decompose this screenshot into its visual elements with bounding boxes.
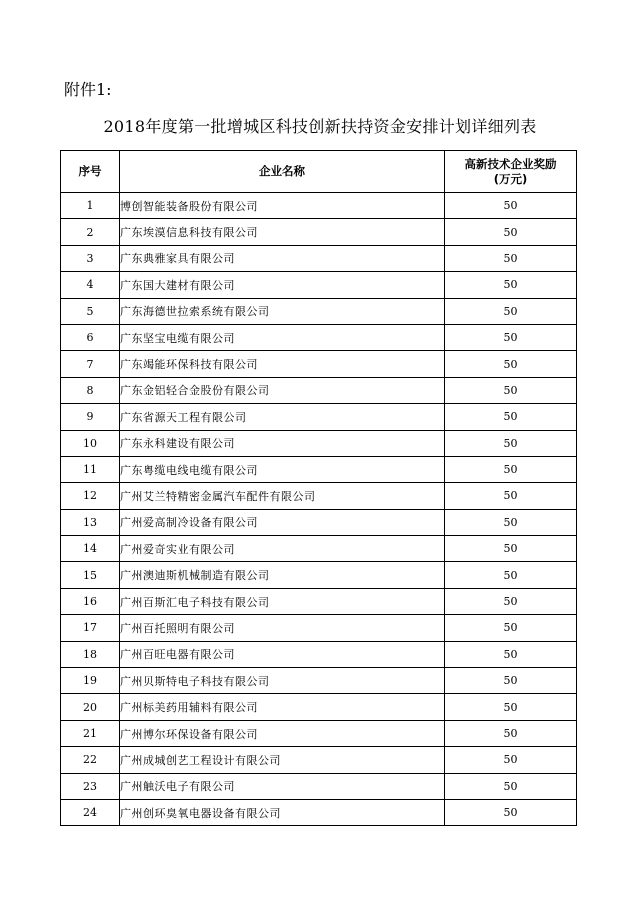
table-row [61,219,577,245]
row-amount-cell: 50 [445,351,577,377]
table-row [61,668,577,694]
row-company-cell: 广州艾兰特精密金属汽车配件有限公司 [120,483,445,509]
row-amount-cell: 50 [445,377,577,403]
row-company-cell: 广东坚宝电缆有限公司 [120,324,445,350]
funding-table [60,150,577,826]
column-header-company: 企业名称 [120,151,445,193]
table-row [61,272,577,298]
row-company-cell: 广东竭能环保科技有限公司 [120,351,445,377]
table-row [61,694,577,720]
row-amount-cell: 50 [445,536,577,562]
table-row [61,324,577,350]
document-title: 2018年度第一批增城区科技创新扶持资金安排计划详细列表 [103,117,537,136]
row-amount-cell: 50 [445,668,577,694]
row-amount-cell: 50 [445,773,577,799]
table-row [61,562,577,588]
row-seq-cell: 12 [61,483,120,509]
row-seq-cell: 18 [61,641,120,667]
row-amount-cell: 50 [445,404,577,430]
column-header-reward [445,151,577,193]
row-seq-cell: 1 [61,193,120,219]
column-header-seq: 序号 [61,151,120,193]
table-row [61,456,577,482]
table-header-row [61,151,577,193]
row-company-cell: 广州百旺电器有限公司 [120,641,445,667]
table-row [61,588,577,614]
table-body [61,193,577,826]
row-company-cell: 广东海德世拉索系统有限公司 [120,298,445,324]
row-amount-cell: 50 [445,219,577,245]
row-amount-cell: 50 [445,562,577,588]
row-seq-cell: 23 [61,773,120,799]
row-amount-cell: 50 [445,324,577,350]
row-amount-cell: 50 [445,720,577,746]
table-row [61,193,577,219]
row-company-cell: 广州百斯汇电子科技有限公司 [120,588,445,614]
row-company-cell: 广东典雅家具有限公司 [120,245,445,271]
row-company-cell: 广州博尔环保设备有限公司 [120,720,445,746]
row-amount-cell: 50 [445,298,577,324]
row-seq-cell: 22 [61,747,120,773]
table-row [61,298,577,324]
row-amount-cell: 50 [445,588,577,614]
row-amount-cell: 50 [445,272,577,298]
row-company-cell: 广州触沃电子有限公司 [120,773,445,799]
table-row [61,799,577,825]
table-row [61,245,577,271]
table-row [61,509,577,535]
row-company-cell: 广州爱奇实业有限公司 [120,536,445,562]
table-row [61,536,577,562]
row-company-cell: 博创智能装备股份有限公司 [120,193,445,219]
row-company-cell: 广东省源天工程有限公司 [120,404,445,430]
row-company-cell: 广州澳迪斯机械制造有限公司 [120,562,445,588]
row-seq-cell: 10 [61,430,120,456]
row-company-cell: 广州标美药用辅料有限公司 [120,694,445,720]
row-seq-cell: 8 [61,377,120,403]
row-amount-cell: 50 [445,483,577,509]
row-company-cell: 广州爱高制冷设备有限公司 [120,509,445,535]
row-amount-cell: 50 [445,694,577,720]
row-seq-cell: 14 [61,536,120,562]
table-row [61,641,577,667]
row-company-cell: 广东埃漠信息科技有限公司 [120,219,445,245]
row-seq-cell: 2 [61,219,120,245]
row-seq-cell: 24 [61,799,120,825]
row-company-cell: 广东永科建设有限公司 [120,430,445,456]
row-amount-cell: 50 [445,245,577,271]
row-seq-cell: 3 [61,245,120,271]
row-seq-cell: 13 [61,509,120,535]
column-header-reward-line2: (万元) [493,171,528,186]
attachment-label: 附件1: [64,80,112,99]
row-seq-cell: 17 [61,615,120,641]
row-company-cell: 广州成城创艺工程设计有限公司 [120,747,445,773]
row-amount-cell: 50 [445,456,577,482]
row-company-cell: 广州创环臭氧电器设备有限公司 [120,799,445,825]
column-header-reward-line1: 高新技术企业奖励 [464,156,557,171]
table-row [61,404,577,430]
table-row [61,351,577,377]
row-seq-cell: 15 [61,562,120,588]
row-seq-cell: 11 [61,456,120,482]
row-seq-cell: 4 [61,272,120,298]
table-row [61,720,577,746]
row-seq-cell: 19 [61,668,120,694]
row-company-cell: 广东国大建材有限公司 [120,272,445,298]
row-seq-cell: 20 [61,694,120,720]
row-company-cell: 广州贝斯特电子科技有限公司 [120,668,445,694]
row-company-cell: 广东金铝轻合金股份有限公司 [120,377,445,403]
row-seq-cell: 7 [61,351,120,377]
table-row [61,430,577,456]
table-row [61,377,577,403]
table-row [61,773,577,799]
row-amount-cell: 50 [445,641,577,667]
row-amount-cell: 50 [445,799,577,825]
row-amount-cell: 50 [445,747,577,773]
row-seq-cell: 21 [61,720,120,746]
row-seq-cell: 9 [61,404,120,430]
row-company-cell: 广州百托照明有限公司 [120,615,445,641]
table-row [61,615,577,641]
row-seq-cell: 5 [61,298,120,324]
row-amount-cell: 50 [445,430,577,456]
row-company-cell: 广东粤缆电线电缆有限公司 [120,456,445,482]
table-row [61,483,577,509]
table-row [61,747,577,773]
row-seq-cell: 6 [61,324,120,350]
row-seq-cell: 16 [61,588,120,614]
row-amount-cell: 50 [445,193,577,219]
row-amount-cell: 50 [445,509,577,535]
row-amount-cell: 50 [445,615,577,641]
